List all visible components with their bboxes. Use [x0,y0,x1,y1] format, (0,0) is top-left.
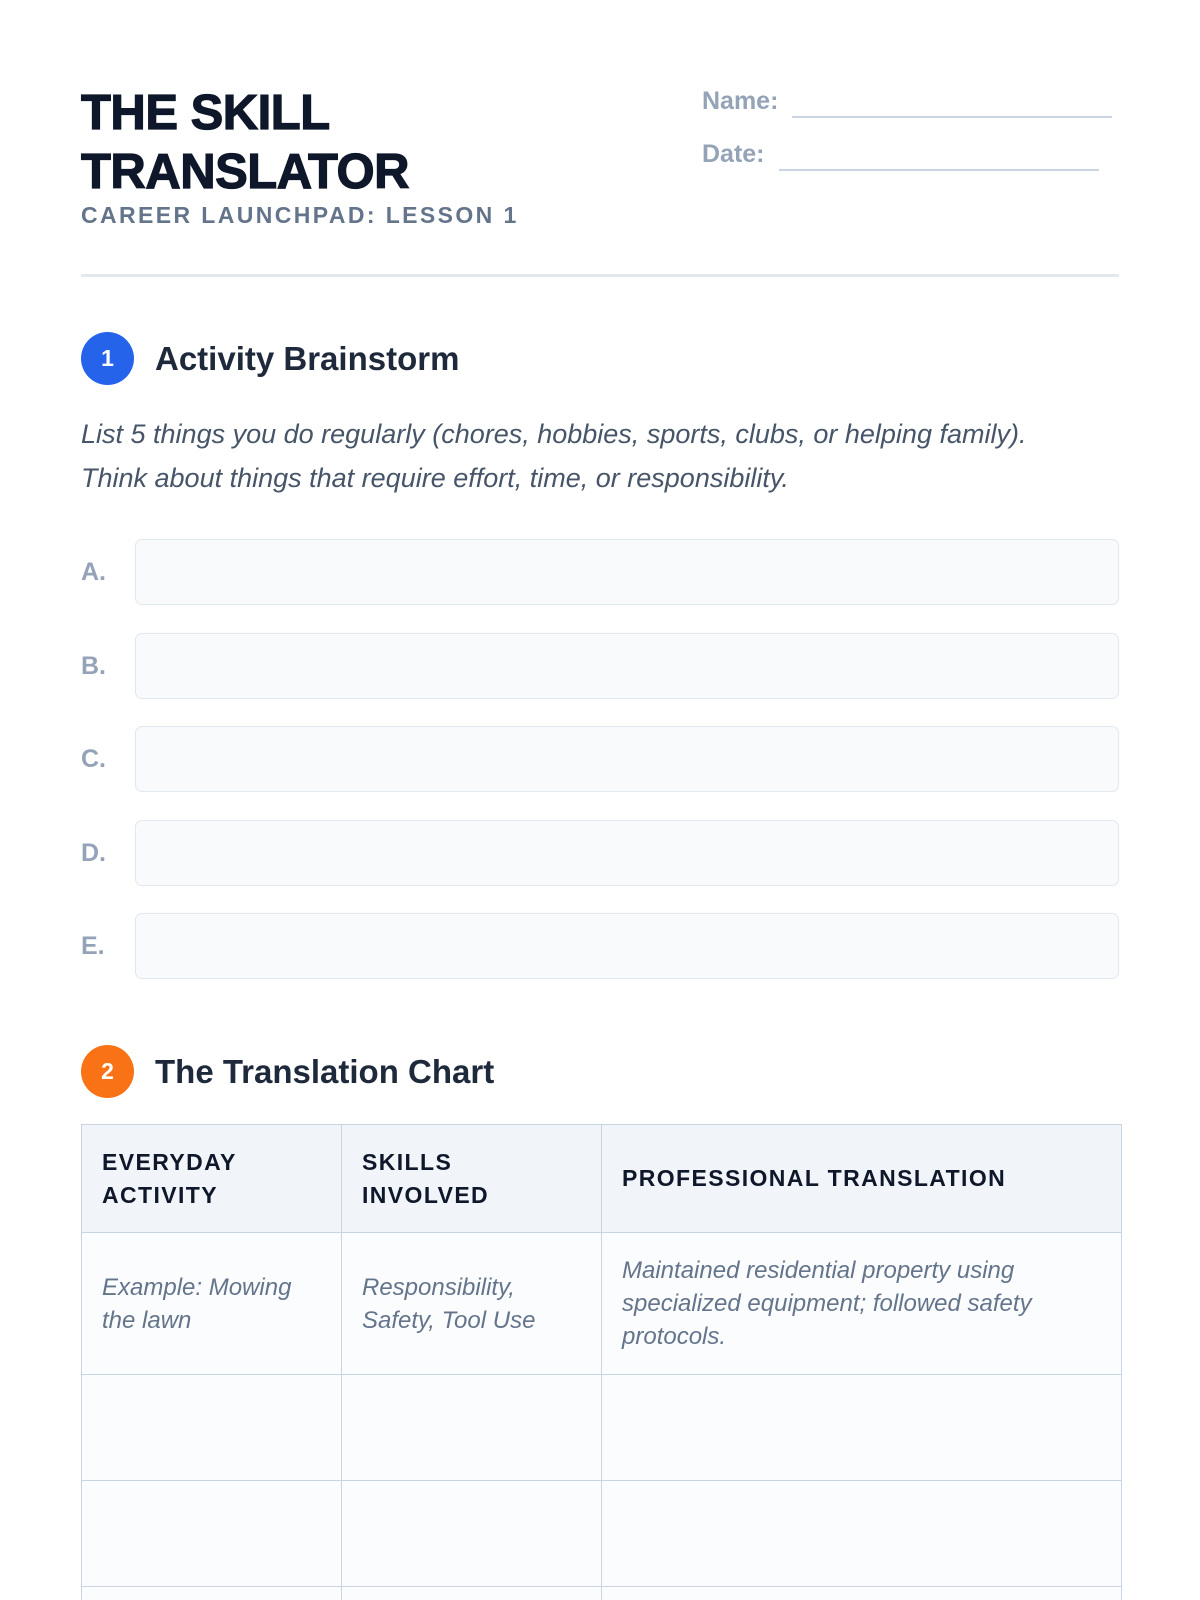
date-label: Date: [702,140,765,168]
name-label: Name: [702,87,779,115]
instructions-line-1: List 5 things you do regularly (chores, hobbies, sports, clubs, or helping family). [81,419,1027,449]
example-skills-cell: Responsibility, Safety, Tool Use [342,1233,602,1375]
entry-row-d [81,820,1119,886]
entry-input-d[interactable] [135,820,1119,886]
translation-chart [81,1124,1122,1600]
lesson-subtitle: CAREER LAUNCHPAD: LESSON 1 [81,202,519,228]
activity-cell[interactable] [82,1587,342,1600]
name-row [702,84,1112,118]
name-field[interactable] [792,84,1112,118]
column-header-activity: EVERYDAY ACTIVITY [82,1125,342,1233]
activity-cell[interactable] [82,1481,342,1587]
skills-cell[interactable] [342,1481,602,1587]
date-row [702,137,1099,171]
translation-cell[interactable] [602,1587,1122,1600]
skills-cell[interactable] [342,1375,602,1481]
skills-cell[interactable] [342,1587,602,1600]
section-1-instructions [81,412,1121,500]
table-row [82,1481,1122,1587]
example-activity-cell: Example: Mowing the lawn [82,1233,342,1375]
table-header-row [82,1125,1122,1233]
worksheet-title [81,84,601,202]
entry-input-b[interactable] [135,633,1119,699]
entry-input-c[interactable] [135,726,1119,792]
title-line-1: THE SKILL [81,86,330,140]
worksheet-header [81,84,1119,274]
entry-row-c [81,726,1119,792]
section-1-badge: 1 [81,332,134,385]
section-1-heading [81,332,459,385]
entry-letter: E. [81,931,105,960]
entry-input-e[interactable] [135,913,1119,979]
entry-letter: D. [81,838,106,867]
table-row [82,1375,1122,1481]
entry-letter: B. [81,651,106,680]
entry-letter: A. [81,557,106,586]
section-2-heading [81,1045,494,1098]
header-divider [81,274,1119,277]
entry-input-a[interactable] [135,539,1119,605]
entry-row-b [81,633,1119,699]
activity-cell[interactable] [82,1375,342,1481]
section-2-badge: 2 [81,1045,134,1098]
entry-row-e [81,913,1119,979]
section-2-title: The Translation Chart [155,1052,495,1090]
date-field[interactable] [779,137,1099,171]
table-row-example [82,1233,1122,1375]
translation-cell[interactable] [602,1481,1122,1587]
title-line-2: TRANSLATOR [81,145,409,199]
example-translation-cell: Maintained residential property using specialized equipment; followed safety protocols. [602,1233,1122,1375]
instructions-line-2: Think about things that require effort, time, or responsibility. [81,463,789,493]
table-row [82,1587,1122,1600]
column-header-translation: PROFESSIONAL TRANSLATION [602,1125,1122,1233]
entry-row-a [81,539,1119,605]
entry-letter: C. [81,744,106,773]
translation-cell[interactable] [602,1375,1122,1481]
section-1-title: Activity Brainstorm [155,339,460,377]
column-header-skills: SKILLS INVOLVED [342,1125,602,1233]
